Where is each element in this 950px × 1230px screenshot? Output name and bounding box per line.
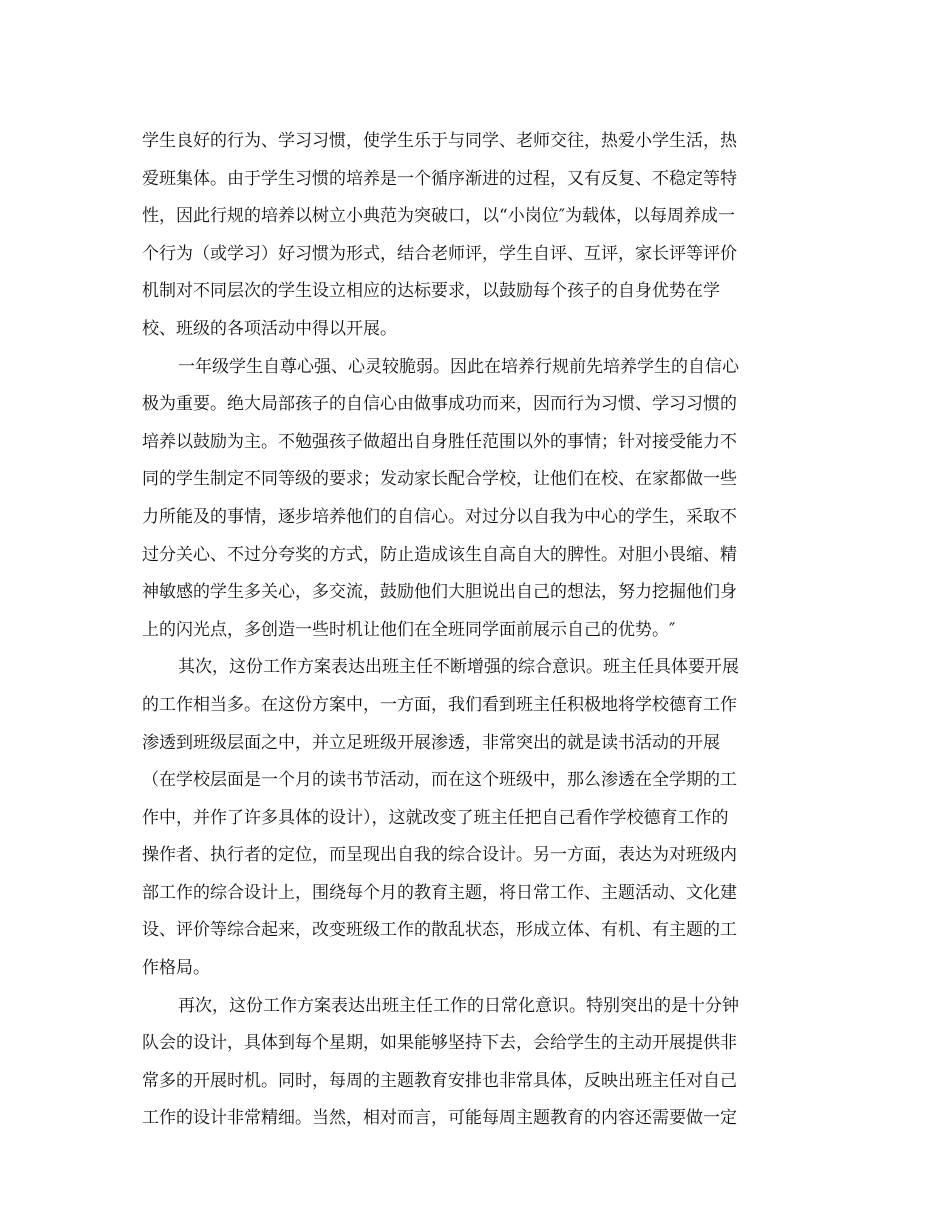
paragraph-first-line: 一年级学生自尊心强、心灵较脆弱。因此在培养行规前先培养学生的自信心 <box>178 356 739 377</box>
text-line: 力所能及的事情，逐步培养他们的自信心。对过分以自我为中心的学生，采取不 <box>142 506 737 527</box>
text-line: 上的闪光点，多创造一些时机让他们在全班同学面前展示自己的优势。″ <box>142 619 676 640</box>
text-line: 性，因此行规的培养以树立小典范为突破口，以“小岗位″为载体，以每周养成一 <box>142 206 736 227</box>
text-line: 设、评价等综合起来，改变班级工作的散乱状态，形成立体、有机、有主题的工 <box>142 920 737 941</box>
text-line: 校、班级的各项活动中得以开展。 <box>142 318 397 339</box>
text-line: 的工作相当多。在这份方案中，一方面，我们看到班主任积极地将学校德育工作 <box>142 694 737 715</box>
text-line: 队会的设计，具体到每个星期，如果能够坚持下去，会给学生的主动开展提供非 <box>142 1033 737 1054</box>
paragraph-first-line: 其次，这份工作方案表达出班主任不断增强的综合意识。班主任具体要开展 <box>178 657 739 678</box>
text-line: 操作者、执行者的定位，而呈现出自我的综合设计。另一方面，表达为对班级内 <box>142 845 737 866</box>
paragraph-first-line: 再次，这份工作方案表达出班主任工作的日常化意识。特别突出的是十分钟 <box>178 995 739 1016</box>
document-body <box>142 123 810 1138</box>
text-line: （在学校层面是一个月的读书节活动，而在这个班级中，那么渗透在全学期的工 <box>142 770 737 791</box>
text-line: 工作的设计非常精细。当然，相对而言，可能每周主题教育的内容还需要做一定 <box>142 1108 737 1129</box>
text-line: 极为重要。绝大局部孩子的自信心由做事成功而来，因而行为习惯、学习习惯的 <box>142 394 737 415</box>
text-line: 部工作的综合设计上，围绕每个月的教育主题，将日常工作、主题活动、文化建 <box>142 882 737 903</box>
text-line: 神敏感的学生多关心，多交流，鼓励他们大胆说出自己的想法，努力挖掘他们身 <box>142 582 737 603</box>
text-line: 作格局。 <box>142 958 210 979</box>
text-line: 同的学生制定不同等级的要求；发动家长配合学校，让他们在校、在家都做一些 <box>142 469 737 490</box>
text-line: 常多的开展时机。同时，每周的主题教育安排也非常具体，反映出班主任对自己 <box>142 1070 737 1091</box>
text-line: 爱班集体。由于学生习惯的培养是一个循序渐进的过程，又有反复、不稳定等特 <box>142 168 737 189</box>
text-line: 学生良好的行为、学习习惯，使学生乐于与同学、老师交往，热爱小学生活，热 <box>142 131 737 151</box>
text-line: 机制对不同层次的学生设立相应的达标要求，以鼓励每个孩子的自身优势在学 <box>142 281 720 302</box>
text-line: 培养以鼓励为主。不勉强孩子做超出自身胜任范围以外的事情；针对接受能力不 <box>142 431 737 452</box>
text-line: 作中，并作了许多具体的设计），这就改变了班主任把自己看作学校德育工作的 <box>142 807 729 828</box>
text-line: 渗透到班级层面之中，并立足班级开展渗透，非常突出的就是读书活动的开展 <box>142 732 720 753</box>
text-line: 个行为（或学习）好习惯为形式，结合老师评，学生自评、互评，家长评等评价 <box>142 243 737 264</box>
text-line: 过分关心、不过分夸奖的方式，防止造成该生自高自大的脾性。对胆小畏缩、精 <box>142 544 737 565</box>
